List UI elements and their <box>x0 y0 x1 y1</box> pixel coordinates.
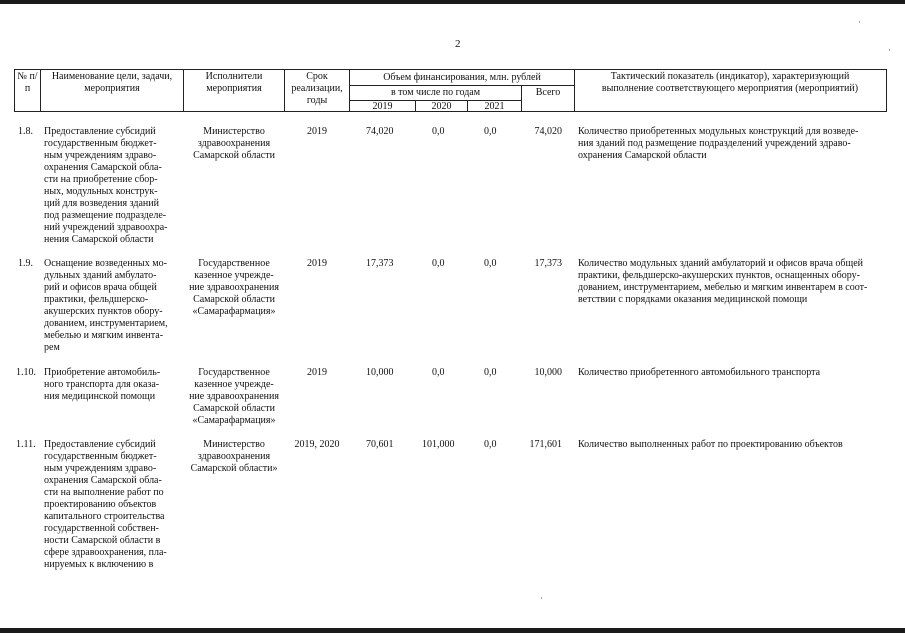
row-executor: Государственное казенное учрежде- ние здравоохранения Самарской области «Самарафармация» <box>189 367 279 426</box>
header-executor: Исполнители мероприятия <box>205 71 263 94</box>
scan-speck: · <box>858 17 861 27</box>
row-2020: 0,0 <box>432 367 445 378</box>
header-finance: Объем финансирования, млн. рублей <box>383 72 541 83</box>
header-by-years: в том числе по годам <box>390 87 481 98</box>
row-total: 171,601 <box>529 439 562 450</box>
row-indicator: Количество приобретенных модульных конструкций для возведе- ния зданий под размещение подразделений учреждений здраво- охранения Самарской области <box>578 126 859 161</box>
row-executor: Министерство здравоохранения Самарской области <box>193 126 275 161</box>
row-2020: 101,000 <box>422 439 455 450</box>
row-num: 1.9. <box>18 258 33 269</box>
row-2019: 17,373 <box>366 258 394 269</box>
row-term: 2019 <box>307 367 327 378</box>
scan-speck: · <box>540 593 543 603</box>
row-total: 17,373 <box>534 258 562 269</box>
header-indicator: Тактический показатель (индикатор), характеризующий выполнение соответствующего мероприятия (мероприятий) <box>601 71 859 94</box>
header-num: № п/п <box>17 71 38 94</box>
row-2019: 10,000 <box>366 367 394 378</box>
page-number: 2 <box>455 38 461 50</box>
row-num: 1.11. <box>16 439 36 450</box>
row-name: Приобретение автомобиль- ного транспорта для оказа- ния медицинской помощи <box>44 367 161 402</box>
row-executor: Министерство здравоохранения Самарской области» <box>190 439 278 474</box>
row-total: 10,000 <box>534 367 562 378</box>
header-2021: 2021 <box>484 101 505 112</box>
header-2020: 2020 <box>431 101 452 112</box>
row-2020: 0,0 <box>432 126 445 137</box>
row-num: 1.8. <box>18 126 33 137</box>
row-2021: 0,0 <box>484 367 497 378</box>
row-term: 2019 <box>307 258 327 269</box>
header-name: Наименование цели, задачи, мероприятия <box>51 71 173 94</box>
scan-speck: · <box>888 45 891 55</box>
row-2019: 70,601 <box>366 439 394 450</box>
row-num: 1.10. <box>16 367 36 378</box>
row-2020: 0,0 <box>432 258 445 269</box>
row-indicator: Количество приобретенного автомобильного транспорта <box>578 367 821 378</box>
header-total: Всего <box>535 87 561 98</box>
row-name: Предоставление субсидий государственным бюджет- ным учреждениям здраво- охранения Самарской обла- сти на выполнение работ по проектированию объектов капитального строительства государственной собствен- ности Самарской области в сфере здравоохранения, пла- нируемых к включению в <box>44 439 167 570</box>
row-name: Оснащение возведенных мо- дульных зданий амбулато- рий и офисов врача общей практики, фельдшерско- акушерских пунктов обору- дованием, инструментарием, мебелью и мягким инвента- рем <box>44 258 168 353</box>
row-name: Предоставление субсидий государственным бюджет- ным учреждениям здраво- охранения Самарской обла- сти на приобретение сбор- ных, модульных конструк- ций для возведения зданий под размещение подразделе- ний учреждений здравоохра- нения Самарской области <box>44 126 168 245</box>
top-border <box>0 0 905 4</box>
header-term: Срок реализации, годы <box>291 71 343 106</box>
header-2019: 2019 <box>372 101 393 112</box>
row-2021: 0,0 <box>484 126 497 137</box>
row-executor: Государственное казенное учрежде- ние здравоохранения Самарской области «Самарафармация» <box>189 258 279 317</box>
row-term: 2019, 2020 <box>294 439 340 450</box>
row-total: 74,020 <box>534 126 562 137</box>
bottom-border <box>0 628 905 633</box>
row-2021: 0,0 <box>484 258 497 269</box>
row-2021: 0,0 <box>484 439 497 450</box>
row-indicator: Количество выполненных работ по проектированию объектов <box>578 439 843 450</box>
row-2019: 74,020 <box>366 126 394 137</box>
row-indicator: Количество модульных зданий амбулаторий и офисов врача общей практики, фельдшерско-акушерских пунктов, оснащенных обору- дованием, инструментарием, мебелью и мягким инвентарем в соот- ветствии с порядками оказания медицинской помощи <box>578 258 868 305</box>
row-term: 2019 <box>307 126 327 137</box>
